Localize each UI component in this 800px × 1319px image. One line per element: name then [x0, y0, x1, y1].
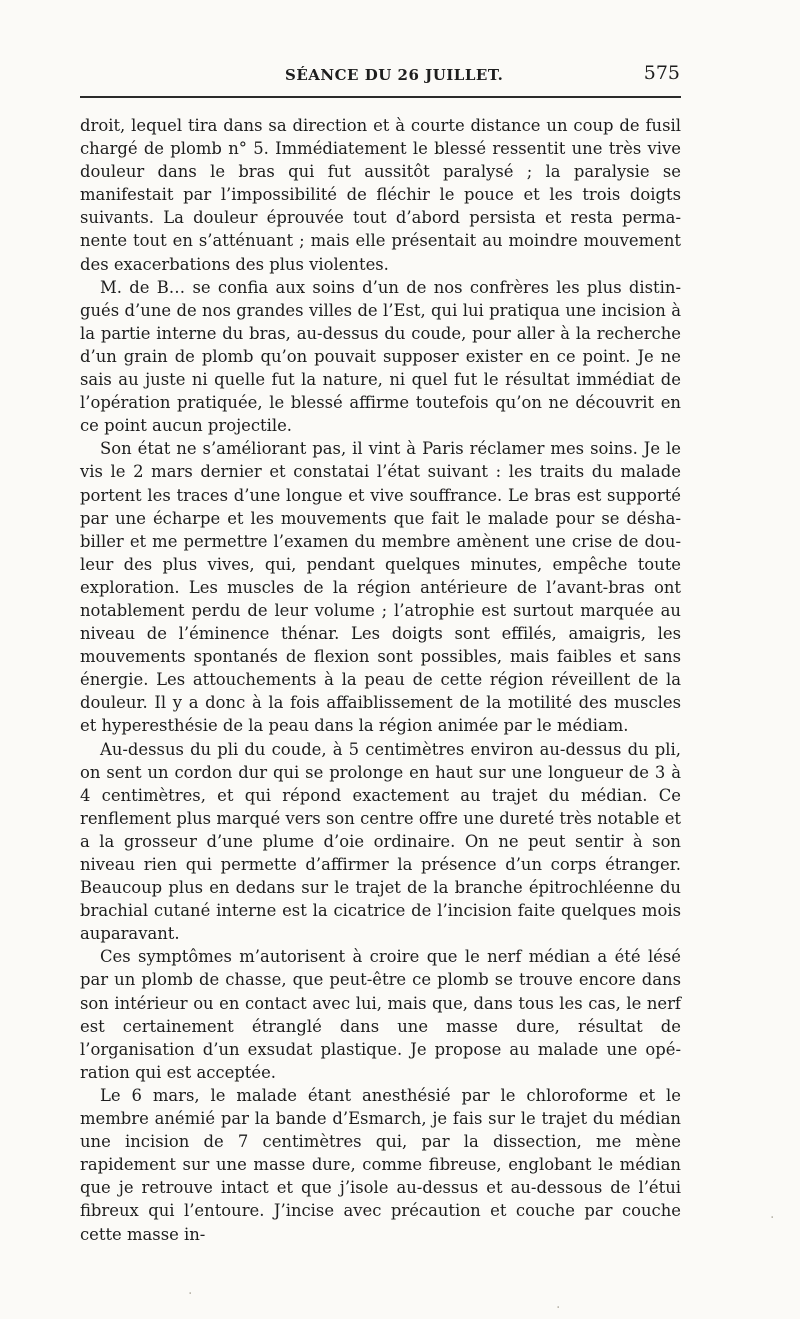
paragraph-2: M. de B… se confia aux soins d’un de nos confrères les plus distingués d’une de nos grandes villes de l’Est, qui lui pratiqua une incision à la partie interne du bras, au-dessus du coude, pour aller à la recherche d’un grain de plomb qu’on pouvait supposer exister en ce point. Je ne sais au juste ni quelle fut la nature, ni quel fut le résultat immédiat de l’opération pratiquée, le blessé affirme toutefois qu’on ne découvrit en ce point aucun projectile. — [80, 277, 681, 436]
paragraph-5: Ces symptômes m’autorisent à croire que le nerf médian a été lésé par un plomb de chasse, que peut-être ce plomb se trouve encore dans son intérieur ou en contact avec lui, mais que, dans tous les cas, le nerf est certainement étranglé dans une masse dure, résultat de l’organisation d’un exsudat plastique. Je propose au malade une opération qui est acceptée. — [80, 947, 681, 1082]
running-head: SÉANCE DU 26 JUILLET. — [285, 66, 504, 84]
page-number: 575 — [643, 62, 680, 84]
paragraph-1: droit, lequel tira dans sa direction et à courte distance un coup de fusil chargé de plomb n° 5. Immédiatement le blessé ressentit une très vive douleur dans le bras qui fut aussitôt paralysé ; la paralysie se manifestait par l’impossibilité de fléchir le pouce et les trois doigts suivants. La douleur éprouvée tout d’abord persista et resta permanente tout en s’atténuant ; mais elle présentait au moindre mouvement des exacerbations des plus violentes. — [80, 116, 681, 274]
paragraph-3: Son état ne s’améliorant pas, il vint à Paris réclamer mes soins. Je le vis le 2 mars dernier et constatai l’état suivant : les traits du malade portent les traces d’une longue et vive souffrance. Le bras est supporté par une écharpe et les mouvements que fait le malade pour se déshabiller et me permettre l’examen du membre amènent une crise de douleur des plus vives, qui, pendant quelques minutes, empêche toute exploration. Les muscles de la région antérieure de l’avant-bras ont notablement perdu de leur volume ; l’atrophie est surtout marquée au niveau de l’éminence thénar. Les doigts sont effilés, amaigris, les mouvements spontanés de flexion sont possibles, mais faibles et sans énergie. Les attouchements à la peau de cette région réveillent de la douleur. Il y a donc à la fois affaiblissement de la motilité des muscles et hyperesthésie de la peau dans la région animée par le médiam. — [80, 439, 681, 736]
body-text — [80, 114, 681, 1246]
page-header — [80, 62, 680, 88]
header-rule — [80, 96, 681, 98]
paragraph-4: Au-dessus du pli du coude, à 5 centimètres environ au-dessus du pli, on sent un cordon dur qui se prolonge en haut sur une longueur de 3 à 4 centimètres, et qui répond exactement au trajet du médian. Ce renflement plus marqué vers son centre offre une dureté très notable et a la grosseur d’une plume d’oie ordinaire. On ne peut sentir à son niveau rien qui permette d’affirmer la présence d’un corps étranger. Beaucoup plus en dedans sur le trajet de la branche épitrochléenne du brachial cutané interne est la cicatrice de l’incision faite quelques mois auparavant. — [80, 739, 681, 944]
paragraph-6: Le 6 mars, le malade étant anesthésié par le chloroforme et le membre anémié par la bande d’Esmarch, je fais sur le trajet du médian une incision de 7 centimètres qui, par la dissection, me mène rapidement sur une masse dure, comme fibreuse, englobant le médian que je retrouve intact et que j’isole au-dessus et au-dessous de l’étui fibreux qui l’entoure. J’incise avec précaution et couche par couche cette masse in- — [80, 1085, 681, 1244]
paper-speck-mark: · — [188, 1286, 193, 1302]
paper-speck-mark: · — [770, 1210, 775, 1226]
paper-speck-mark: · — [556, 1300, 561, 1316]
